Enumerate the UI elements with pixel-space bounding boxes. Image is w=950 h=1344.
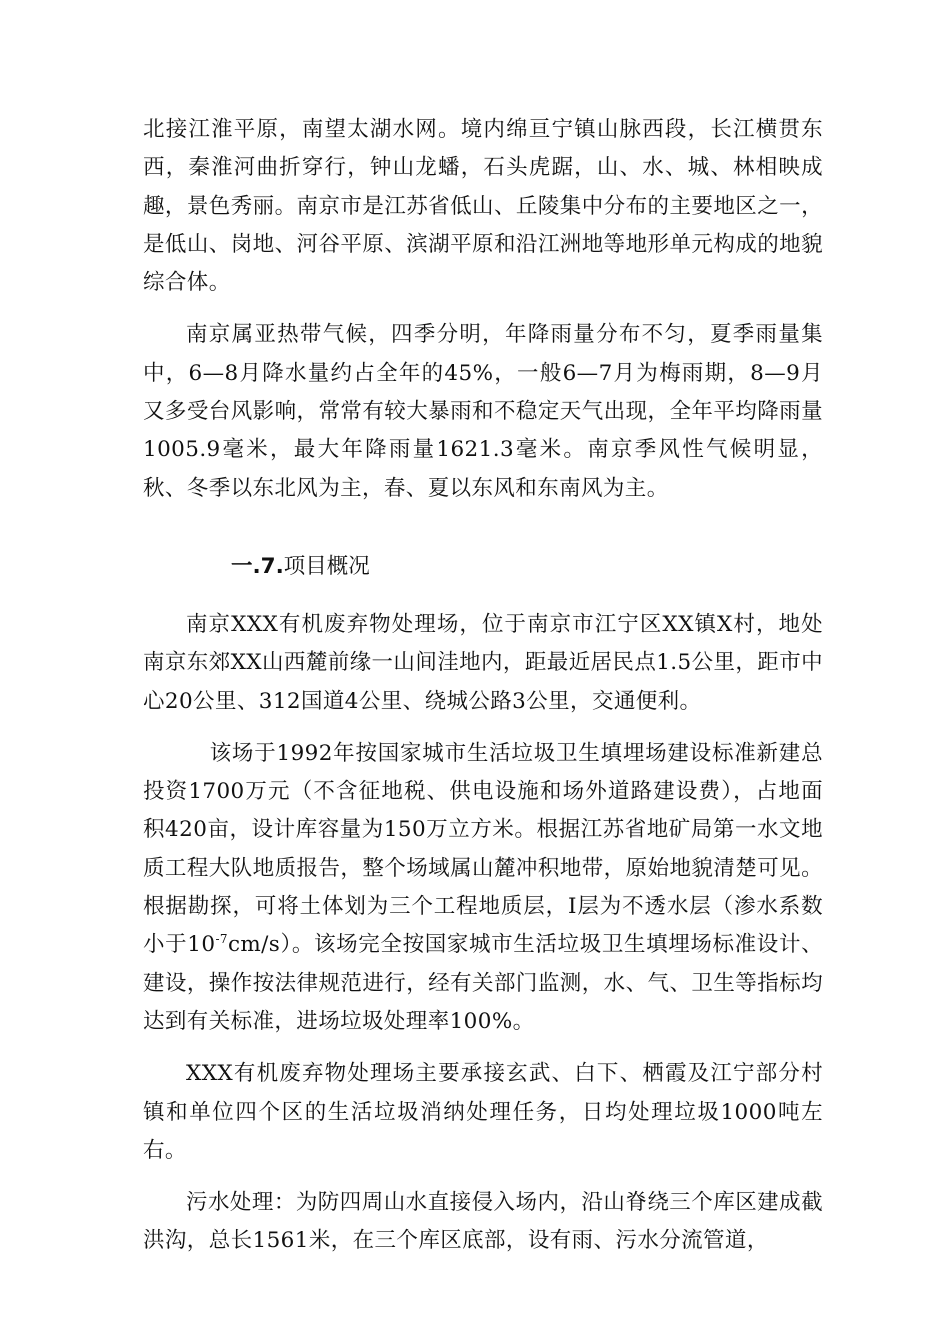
exponent-superscript: -7 [215, 932, 228, 947]
section-number: 一.7. [231, 553, 284, 579]
paragraph-climate: 南京属亚热带气候，四季分明，年降雨量分布不匀，夏季雨量集中，6—8月降水量约占全年的45%，一般6—7月为梅雨期，8—9月又多受台风影响，常常有较大暴雨和不稳定天气出现，全年平均降雨量1005.9毫米，最大年降雨量1621.3毫米。南京季风性气候明显，秋、冬季以东北风为主，春、夏以东风和东南风为主。 [143, 322, 823, 501]
section-title: 项目概况 [283, 553, 370, 579]
paragraph-construction [143, 735, 823, 1041]
construction-text-part1: 该场于1992年按国家城市生活垃圾卫生填埋场建设标准新建总投资1700万元（不含征地税、供电设施和场外道路建设费），占地面积420亩，设计库容量为150万立方米。根据江苏省地矿局第一水文地质工程大队地质报告，整个场域属山麓冲积地带，原始地貌清楚可见。根据勘探，可将土体划为三个工程地质层，Ⅰ层为不透水层（渗水系数小于10 [143, 740, 823, 958]
document-page [143, 111, 823, 1261]
section-heading [143, 548, 823, 592]
paragraph-location: 南京XXX有机废弃物处理场，位于南京市江宁区XX镇X村，地处南京东郊XX山西麓前缘一山间洼地内，距最近居民点1.5公里，距市中心20公里、312国道4公里、绕城公路3公里，交通便利。 [143, 611, 824, 714]
paragraph-sewage: 污水处理：为防四周山水直接侵入场内，沿山脊绕三个库区建成截洪沟，总长1561米，在三个库区底部，设有雨、污水分流管道， [143, 1190, 823, 1254]
paragraph-terrain: 北接江淮平原，南望太湖水网。境内绵亘宁镇山脉西段，长江横贯东西，秦淮河曲折穿行，钟山龙蟠，石头虎踞，山、水、城、林相映成趣，景色秀丽。南京市是江苏省低山、丘陵集中分布的主要地区之一，是低山、岗地、河谷平原、滨湖平原和沿江洲地等地形单元构成的地貌综合体。 [143, 117, 823, 296]
paragraph-service-area: XXX有机废弃物处理场主要承接玄武、白下、栖霞及江宁部分村镇和单位四个区的生活垃圾消纳处理任务，日均处理垃圾1000吨左右。 [143, 1061, 823, 1163]
construction-text-part2: cm/s）。该场完全按国家城市生活垃圾卫生填埋场标准设计、建设，操作按法律规范进行，经有关部门监测，水、气、卫生等指标均达到有关标准，进场垃圾处理率100%。 [143, 932, 823, 1034]
